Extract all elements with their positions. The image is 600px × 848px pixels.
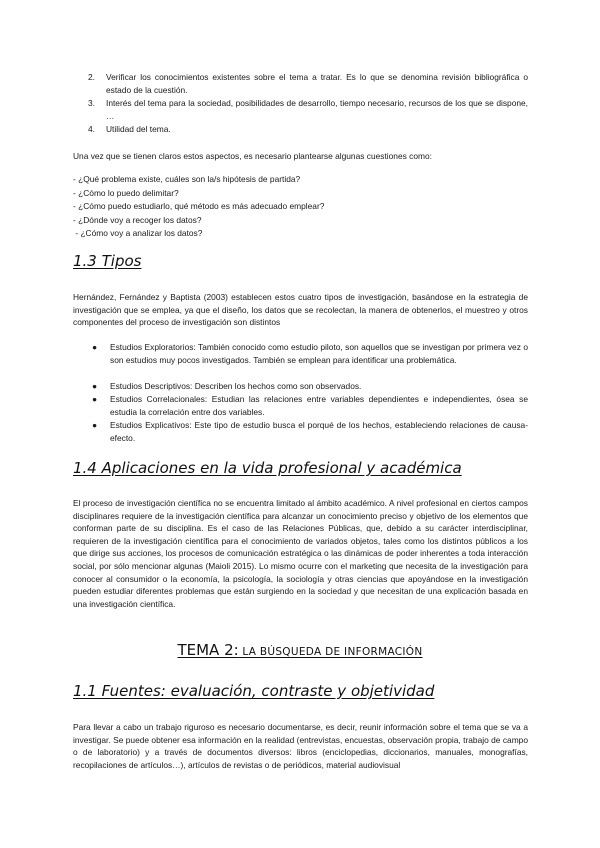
- bullet-text: Estudios Explicativos: Este tipo de estudio busca el porqué de los hechos, estableciendo relaciones de causa- efecto.: [110, 420, 528, 443]
- question-item: - ¿Cómo voy a analizar los datos?: [73, 228, 203, 238]
- question-item: - ¿Dónde voy a recoger los datos?: [73, 214, 202, 225]
- list-item: [88, 97, 528, 123]
- section-heading-fuentes: 1.1 Fuentes: evaluación, contraste y objetividad: [73, 682, 435, 700]
- section-heading-aplicaciones: 1.4 Aplicaciones en la vida profesional y académica: [73, 459, 462, 477]
- question-item: - ¿Cómo lo puedo delimitar?: [73, 187, 179, 198]
- bullet-text: Estudios Exploratorios: También conocido como estudio piloto, son aquellos que se investigan por primera vez o son estudios muy pocos investigados. También se emplean para identificar una problemática.: [110, 342, 528, 365]
- tipos-paragraph: Hernández, Fernández y Baptista (2003) establecen estos cuatro tipos de investigación, basándose en la estrategia de investigación que se emplea, ya que el diseño, los datos que se recolectan, la manera de obtenerlos, el muestreo y otros componentes del proceso de investigación son distintos: [73, 292, 528, 328]
- bullet-text: Estudios Correlacionales: Estudian las relaciones entre variables dependientes e independientes, ósea se estudia la correlación entre dos variables.: [110, 394, 528, 417]
- list-item: [88, 71, 528, 97]
- section-heading-tipos: 1.3 Tipos: [73, 252, 142, 270]
- bullet-icon: ●: [92, 342, 98, 352]
- question-item: - ¿Qué problema existe, cuáles son la/s hipótesis de partida?: [73, 174, 301, 184]
- list-text: Verificar los conocimientos existentes sobre el tema a tratar. Es lo que se denomina revisión bibliográfica o estado de la cuestión.: [106, 72, 528, 95]
- bullet-icon: ●: [92, 420, 98, 430]
- bullet-icon: ●: [92, 394, 98, 404]
- tema-title: LA BÚSQUEDA DE INFORMACIÓN: [238, 646, 423, 658]
- aplicaciones-paragraph: El proceso de investigación científica no se encuentra limitado al ámbito académico. A nivel profesional en ciertos campos disciplinares requiere de la investigación científica para alcanzar un conocimiento preciso y objetivo de los elementos que conforman parte de su disciplina. Es el caso de las Relaciones Públicas, que, debido a su carácter interdisciplinar, requieren de la investigación científica para el conocimiento de variados objetos, tales como los distintos públicos a los que dirige sus acciones, los procesos de comunicación estratégica o las dinámicas de poder inherentes a toda interacción social, por sólo mencionar algunas (Maioli 2015). Lo mismo ocurre con el marketing que necesita de la investigación para conocer al consumidor o la economía, la psicología, la sociología y otras ciencias que apoyándose en la investigación pueden estudiar diferentes problemas que están surgiendo en la sociedad y que necesitan de una explicación basada en una investigación científica.: [73, 498, 528, 609]
- questions-list: [73, 173, 528, 241]
- list-item: [88, 123, 528, 136]
- tema-number: TEMA 2:: [177, 641, 239, 659]
- list-number: 4.: [88, 124, 95, 134]
- list-text: Utilidad del tema.: [106, 124, 171, 134]
- bullet-text: Estudios Descriptivos: Describen los hechos como son observados.: [110, 381, 362, 391]
- questions-intro: Una vez que se tienen claros estos aspectos, es necesario plantearse algunas cuestiones como:: [73, 151, 432, 161]
- fuentes-paragraph: Para llevar a cabo un trabajo riguroso es necesario documentarse, es decir, reunir información sobre el tema que se va a investigar. Se puede obtener esa información en la realidad (entrevistas, encuestas, observación propia, trabajo de campo o de laboratorio) y a través de documentos diversos: libros (enciclopedias, diccionarios, manuales, monografías, recopilaciones de artículos…), artículos de revistas o de periódicos, material audiovisual: [73, 722, 528, 770]
- bullet-icon: ●: [92, 381, 98, 391]
- list-number: 3.: [88, 98, 95, 108]
- list-text: Interés del tema para la sociedad, posibilidades de desarrollo, tiempo necesario, recursos de los que se dispone, …: [106, 98, 528, 121]
- tema-heading: [0, 640, 600, 659]
- list-number: 2.: [88, 72, 95, 82]
- question-item: - ¿Cómo puedo estudiarlo, qué método es más adecuado emplear?: [73, 201, 325, 211]
